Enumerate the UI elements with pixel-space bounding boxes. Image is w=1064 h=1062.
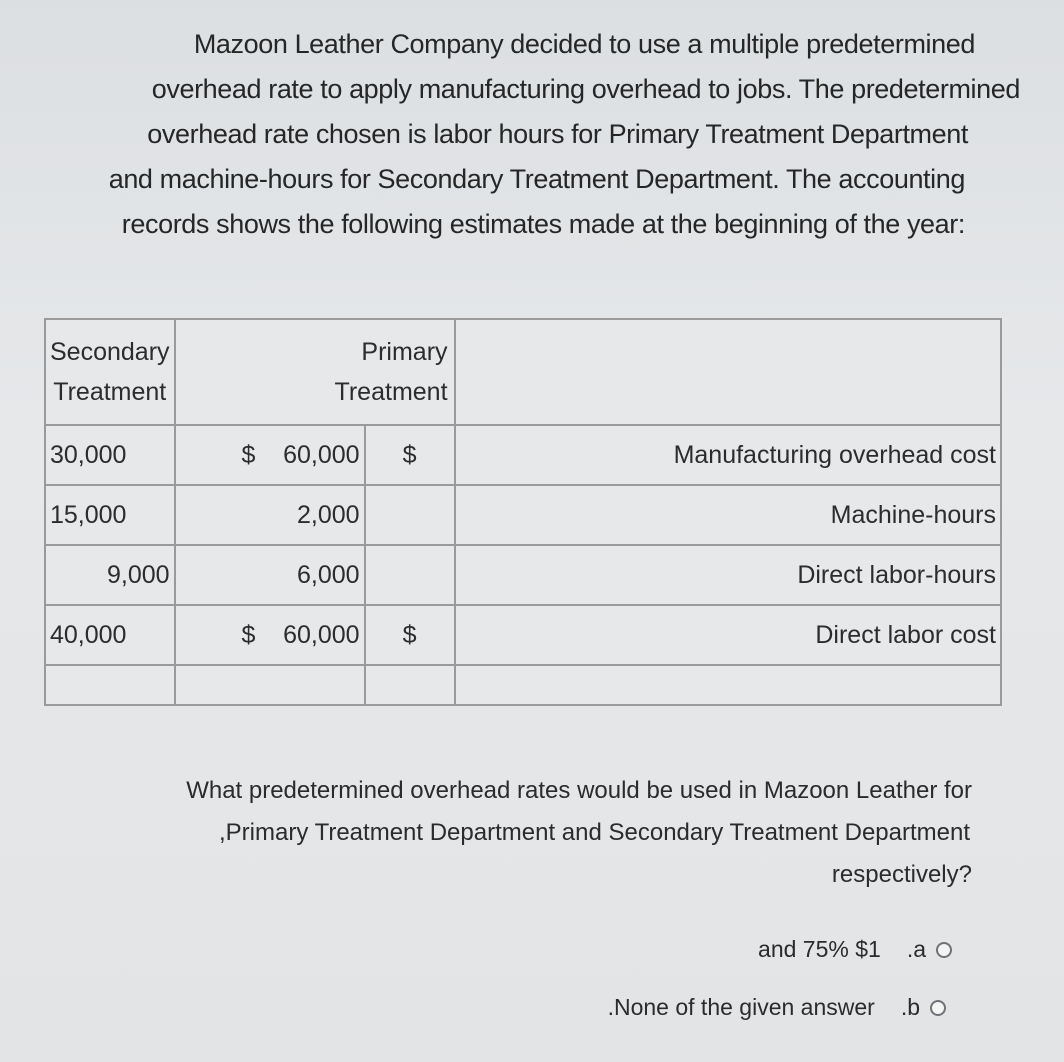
secondary-value: 40,000 xyxy=(45,605,175,665)
empty-cell xyxy=(175,665,365,705)
option-b-letter: .b xyxy=(900,994,920,1020)
option-b-text: .None of the given answer xyxy=(607,994,875,1020)
option-b-radio[interactable] xyxy=(930,1000,946,1016)
table-header-row xyxy=(45,319,1001,425)
intro-line: and machine-hours for Secondary Treatment Department. The accounting xyxy=(108,164,965,194)
header-secondary-treatment xyxy=(45,319,175,425)
table-row xyxy=(45,545,1001,605)
empty-cell xyxy=(365,665,455,705)
intro-line: overhead rate to apply manufacturing overhead to jobs. The predetermined xyxy=(151,74,1020,104)
intro-line: Mazoon Leather Company decided to use a multiple predetermined xyxy=(193,29,975,59)
option-a-radio[interactable] xyxy=(936,942,952,958)
table-row xyxy=(45,605,1001,665)
empty-cell xyxy=(45,665,175,705)
intro-line: overhead rate chosen is labor hours for Primary Treatment Department xyxy=(147,119,968,149)
header-secondary-line1: Secondary xyxy=(50,338,170,366)
primary-cell xyxy=(175,545,365,605)
table-row xyxy=(45,425,1001,485)
currency-cell: $ xyxy=(365,605,455,665)
primary-cell xyxy=(175,425,365,485)
row-label: Direct labor-hours xyxy=(455,545,1001,605)
question-line: What predetermined overhead rates would be used in Mazoon Leather for xyxy=(186,777,972,804)
primary-cell xyxy=(175,485,365,545)
primary-cell xyxy=(175,605,365,665)
secondary-value: 15,000 xyxy=(45,485,175,545)
option-a-text: and 75% $1 xyxy=(758,936,881,962)
row-label: Machine-hours xyxy=(455,485,1001,545)
header-primary-line1: Primary xyxy=(361,338,448,366)
primary-value: 2,000 xyxy=(296,500,360,529)
primary-currency: $ xyxy=(241,440,256,469)
primary-value: 6,000 xyxy=(296,560,360,589)
option-a-letter: .a xyxy=(906,936,926,962)
question-intro xyxy=(30,22,1020,247)
row-label: Manufacturing overhead cost xyxy=(455,425,1001,485)
primary-currency: $ xyxy=(241,620,256,649)
secondary-value: 9,000 xyxy=(45,545,175,605)
header-label-cell xyxy=(455,319,1001,425)
currency-cell xyxy=(365,545,455,605)
question-prompt xyxy=(60,770,972,896)
currency-cell: $ xyxy=(365,425,455,485)
currency-cell xyxy=(365,485,455,545)
empty-cell xyxy=(455,665,1001,705)
answer-option-b[interactable] xyxy=(608,994,946,1021)
table-row-empty xyxy=(45,665,1001,705)
header-secondary-line2: Treatment xyxy=(53,378,167,406)
header-primary-line2: Treatment xyxy=(334,378,448,406)
estimates-table xyxy=(44,318,1002,706)
secondary-value: 30,000 xyxy=(45,425,175,485)
primary-value: 60,000 xyxy=(283,440,360,469)
row-label: Direct labor cost xyxy=(455,605,1001,665)
answer-option-a[interactable] xyxy=(758,936,952,963)
header-primary-treatment xyxy=(175,319,455,425)
table-row xyxy=(45,485,1001,545)
intro-line: :records shows the following estimates made at the beginning of the year xyxy=(121,209,965,239)
question-line: ?respectively xyxy=(831,861,972,888)
primary-value: 60,000 xyxy=(283,620,360,649)
question-line: Primary Treatment Department and Secondary Treatment Department, xyxy=(219,819,970,846)
